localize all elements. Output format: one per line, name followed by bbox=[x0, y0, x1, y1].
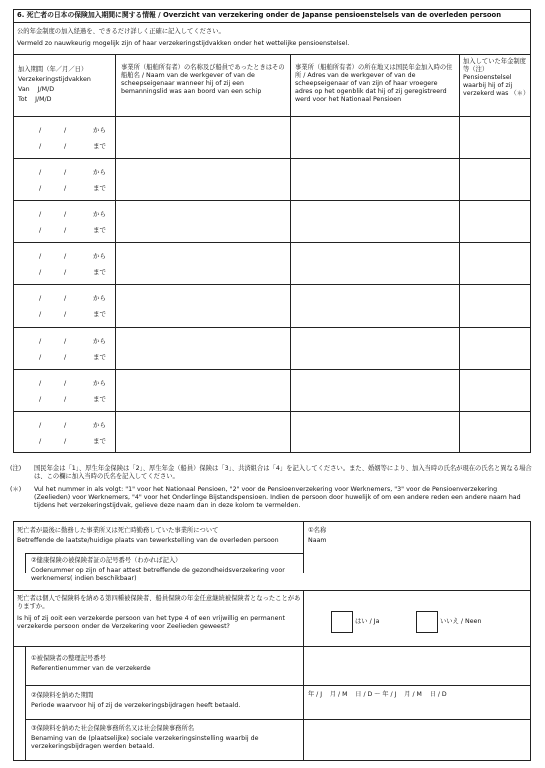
to-label: まで bbox=[93, 394, 106, 403]
date-slash: / bbox=[39, 252, 42, 261]
employer-name-field[interactable] bbox=[117, 286, 288, 324]
pension-scheme-field[interactable] bbox=[461, 329, 529, 367]
employer-address-field[interactable] bbox=[292, 286, 457, 324]
employer-name-field[interactable] bbox=[117, 118, 288, 156]
date-slash: / bbox=[39, 352, 42, 361]
section-title: 6. 死亡者の日本の保険加入期間に関する情報 / Overzicht van verzekering onder de Japanse pensioenstelsels van de overleden persoon bbox=[17, 11, 502, 19]
date-slash: / bbox=[39, 126, 42, 134]
date-slash: / bbox=[39, 394, 42, 403]
note1-text: 国民年金は「1」、厚生年金保険は「2」、厚生年金（船員）保険は「3」、共済組合は「4」を記入してください。また、婚姻等により、加入当時の氏名が現在の氏名と異なる場合は、この欄に加入当時の氏名を記入してください。 bbox=[34, 465, 532, 480]
period-to-field[interactable] bbox=[18, 392, 90, 405]
date-slash: / bbox=[64, 378, 67, 387]
pension-scheme-field[interactable] bbox=[461, 202, 529, 240]
workplace-name-label-jp: ①名称 bbox=[308, 527, 327, 534]
date-slash: / bbox=[39, 142, 42, 150]
social-insurance-office-jp: ③保険料を納めた社会保険事務所名又は社会保険事務所名 bbox=[31, 725, 195, 732]
intro-jp: 公的年金制度の加入経過を、できるだけ詳しく正確に記入してください。 bbox=[17, 28, 225, 35]
col-period-tot: Tot J/M/D bbox=[18, 96, 52, 103]
pension-scheme-field[interactable] bbox=[461, 371, 529, 409]
col-employer-address: 事業所（船舶所有者）の所在地又は国民年金加入時の住所 / Adres van de werkgever of van de scheepseigenaar of van zijn of haar vroegere adres op het ogenblik dat hij of zij geregistreerd werd voor het Nationaal Pensioen bbox=[295, 64, 453, 103]
period-from-field[interactable] bbox=[18, 334, 90, 347]
note1-marker: (注) bbox=[10, 465, 22, 472]
pension-scheme-field[interactable] bbox=[461, 413, 529, 451]
pension-scheme-field[interactable] bbox=[461, 286, 529, 324]
date-slash: / bbox=[39, 310, 42, 319]
social-insurance-office-nl: Benaming van de (plaatselijke) sociale verzekeringsinstelling waarbij de verzekeringsbijdragen werden betaald. bbox=[31, 735, 259, 750]
to-label: まで bbox=[93, 268, 106, 277]
col-period-jp: 加入期間（年／月／日） bbox=[18, 66, 88, 73]
no-checkbox[interactable] bbox=[416, 611, 438, 633]
from-label: から bbox=[93, 378, 106, 387]
employer-address-field[interactable] bbox=[292, 118, 457, 156]
date-slash: / bbox=[39, 210, 42, 219]
date-slash: / bbox=[39, 336, 42, 345]
no-label: いいえ / Neen bbox=[440, 618, 482, 625]
employer-name-field[interactable] bbox=[117, 413, 288, 451]
employer-name-field[interactable] bbox=[117, 160, 288, 198]
period-to-field[interactable] bbox=[18, 350, 90, 363]
yes-label: はい / Ja bbox=[355, 618, 380, 625]
to-label: まで bbox=[93, 352, 106, 361]
period-to-field[interactable] bbox=[18, 434, 90, 447]
date-slash: / bbox=[64, 268, 67, 277]
employer-name-field[interactable] bbox=[117, 202, 288, 240]
date-slash: / bbox=[64, 142, 67, 150]
date-slash: / bbox=[39, 226, 42, 235]
period-from-field[interactable] bbox=[18, 376, 90, 389]
employer-address-field[interactable] bbox=[292, 160, 457, 198]
social-insurance-office-field[interactable] bbox=[305, 721, 527, 759]
date-slash: / bbox=[39, 420, 42, 429]
period-from-field[interactable] bbox=[18, 249, 90, 262]
from-label: から bbox=[93, 210, 106, 219]
from-label: から bbox=[93, 420, 106, 429]
period-to-field[interactable] bbox=[18, 181, 90, 194]
date-slash: / bbox=[39, 378, 42, 387]
from-label: から bbox=[93, 252, 106, 261]
date-slash: / bbox=[39, 294, 42, 303]
period-from-field[interactable] bbox=[18, 123, 90, 136]
contribution-period-field[interactable]: 年 / J 月 / M 日 / D 〜 年 / J 月 / M 日 / D bbox=[308, 691, 447, 698]
to-label: まで bbox=[93, 226, 106, 235]
type4-question-jp: 死亡者は個人で保険料を納める第四種被保険者、船員保険の年金任意継続被保険者となったことがありますか。 bbox=[17, 595, 301, 610]
note2-text: Vul het nummer in als volgt: "1" voor het Nationaal Pensioen, "2" voor de Pensioenverzekering voor Werknemers, "3" voor de Pensioenverzekering (Zeelieden) voor Werknemers, "4" voor het Onderlinge Bijstandspensioen. Indien de persoon door huwelijk of om een andere reden een andere naam had tijdens het verzekeringstijdvak, gelieve deze naam dan in deze kolom te vermelden. bbox=[34, 486, 521, 509]
to-label: まで bbox=[93, 436, 106, 445]
date-slash: / bbox=[39, 168, 42, 177]
intro-nl: Vermeld zo nauwkeurig mogelijk zijn of haar verzekeringstijdvakken onder het wettelijke pensioenstelsel. bbox=[17, 40, 350, 47]
date-slash: / bbox=[64, 184, 67, 193]
health-insurance-code-field[interactable] bbox=[305, 555, 527, 587]
period-to-field[interactable] bbox=[18, 265, 90, 278]
last-workplace-nl: Betreffende de laatste/huidige plaats van tewerkstelling van de overleden persoon bbox=[17, 537, 279, 544]
date-slash: / bbox=[39, 268, 42, 277]
period-to-field[interactable] bbox=[18, 307, 90, 320]
insured-reference-jp: ①被保険者の整理記号番号 bbox=[31, 655, 106, 662]
pension-scheme-field[interactable] bbox=[461, 244, 529, 282]
date-slash: / bbox=[64, 420, 67, 429]
employer-address-field[interactable] bbox=[292, 413, 457, 451]
insured-reference-nl: Referentienummer van de verzekerde bbox=[31, 665, 151, 672]
workplace-name-label-nl: Naam bbox=[308, 537, 327, 544]
employer-address-field[interactable] bbox=[292, 202, 457, 240]
contribution-period-nl: Periode waarvoor hij of zij de verzekeringsbijdragen heeft betaald. bbox=[31, 702, 241, 709]
health-insurance-code-jp: ②健康保険の被保険者証の記号番号（わかれば記入） bbox=[31, 557, 182, 564]
pension-scheme-field[interactable] bbox=[461, 160, 529, 198]
contribution-period-jp: ②保険料を納めた期間 bbox=[31, 692, 94, 699]
period-to-field[interactable] bbox=[18, 139, 90, 152]
from-label: から bbox=[93, 294, 106, 303]
to-label: まで bbox=[93, 142, 106, 150]
health-insurance-code-nl: Codenummer op zijn of haar attest betreffende de gezondheidsverzekering voor werknemers( indien beschikbaar) bbox=[31, 567, 285, 582]
employer-name-field[interactable] bbox=[117, 371, 288, 409]
employer-address-field[interactable] bbox=[292, 329, 457, 367]
col-pension-scheme: 加入していた年金制度等（注） Pensioenstelsel waarbij hij of zij verzekerd was （＊） bbox=[463, 58, 530, 97]
pension-scheme-field[interactable] bbox=[461, 118, 529, 156]
yes-checkbox[interactable] bbox=[331, 611, 353, 633]
col-period-van: Van J/M/D bbox=[18, 86, 55, 93]
date-slash: / bbox=[39, 436, 42, 445]
insured-reference-field[interactable] bbox=[305, 648, 527, 682]
period-to-field[interactable] bbox=[18, 223, 90, 236]
from-label: から bbox=[93, 168, 106, 177]
date-slash: / bbox=[64, 336, 67, 345]
date-slash: / bbox=[64, 226, 67, 235]
date-slash: / bbox=[64, 210, 67, 219]
employer-name-field[interactable] bbox=[117, 329, 288, 367]
period-from-field[interactable] bbox=[18, 165, 90, 178]
date-slash: / bbox=[64, 252, 67, 261]
col-period-nl: Verzekeringstijdvakken bbox=[18, 76, 91, 83]
from-label: から bbox=[93, 126, 106, 134]
date-slash: / bbox=[64, 168, 67, 177]
type4-question-nl: Is hij of zij ooit een verzekerde persoon van het type 4 of een vrijwillig en permanent verzekerde persoon onder de Verzekering voor Zeelieden geweest? bbox=[17, 615, 285, 630]
date-slash: / bbox=[39, 184, 42, 193]
note2-marker: (＊) bbox=[10, 486, 22, 493]
employer-address-field[interactable] bbox=[292, 244, 457, 282]
date-slash: / bbox=[64, 436, 67, 445]
period-from-field[interactable] bbox=[18, 291, 90, 304]
date-slash: / bbox=[64, 310, 67, 319]
employer-address-field[interactable] bbox=[292, 371, 457, 409]
to-label: まで bbox=[93, 310, 106, 319]
date-slash: / bbox=[64, 294, 67, 303]
date-slash: / bbox=[64, 352, 67, 361]
from-label: から bbox=[93, 336, 106, 345]
period-from-field[interactable] bbox=[18, 207, 90, 220]
date-slash: / bbox=[64, 126, 67, 134]
col-employer-name: 事業所（船舶所有者）の名称及び船員であったときはその船舶名 / Naam van de werkgever of van de scheepseigenaar wanneer hij of zij een bemanningslid was aan boord van een schip bbox=[121, 64, 285, 95]
last-workplace-jp: 死亡者が最後に勤務した事業所又は死亡時勤務していた事業所について bbox=[17, 527, 219, 534]
employer-name-field[interactable] bbox=[117, 244, 288, 282]
period-from-field[interactable] bbox=[18, 418, 90, 431]
date-slash: / bbox=[64, 394, 67, 403]
to-label: まで bbox=[93, 184, 106, 193]
